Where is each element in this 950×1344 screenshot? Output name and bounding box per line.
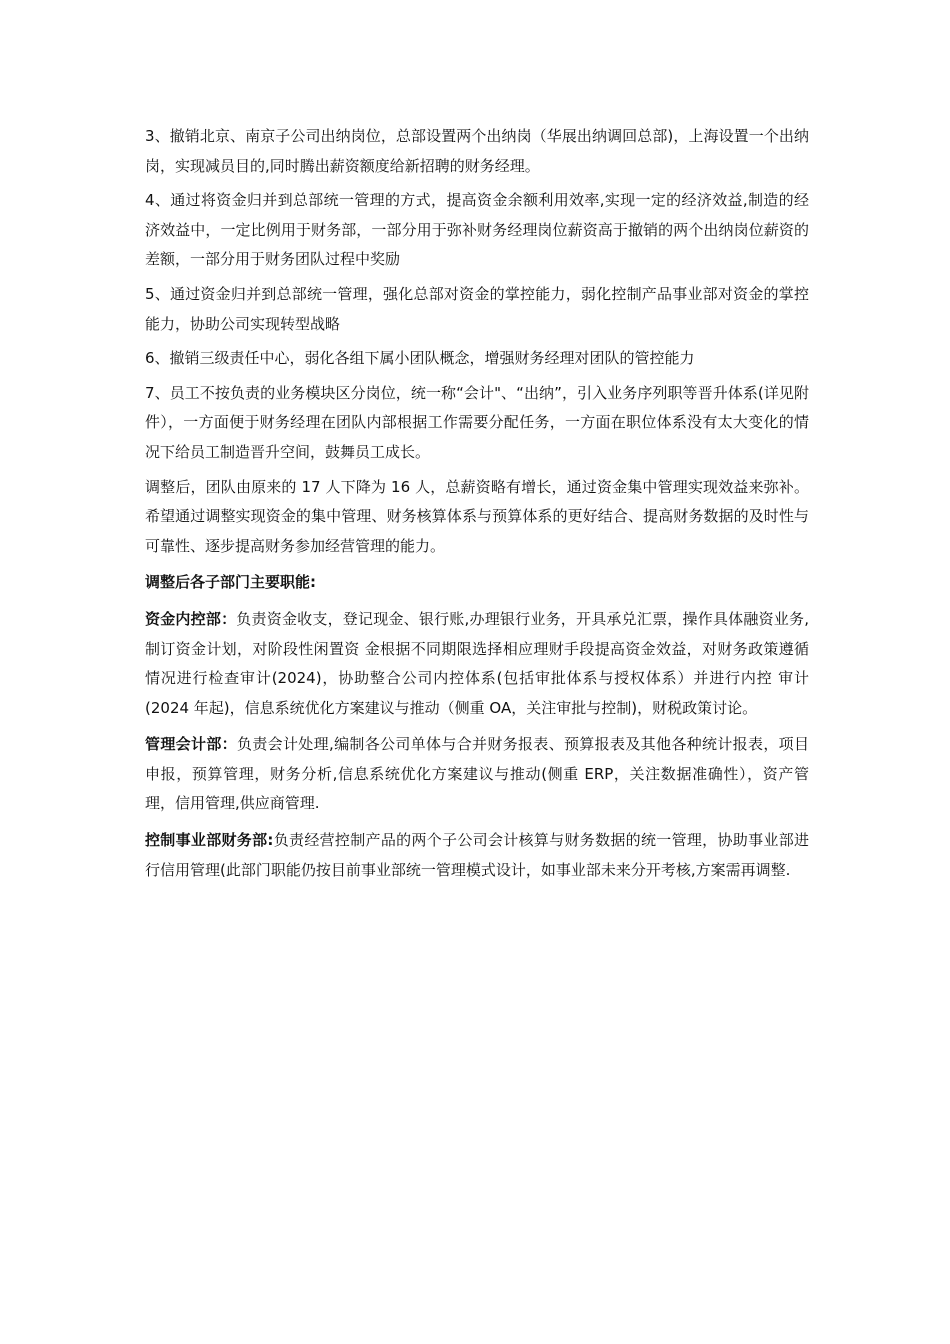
item-6: 6、撤销三级责任中心，弱化各组下属小团队概念，增强财务经理对团队的管控能力 (145, 349, 695, 368)
item-7: 7、员工不按负责的业务模块区分岗位，统一称“会计"、“出纳”，引入业务序列职等晋升体系(详见附件），一方面便于财务经理在团队内部根据工作需要分配任务，一方面在职位体系没有太大变化的情况下给员工制造晋升空间，鼓舞员工成长。 (145, 383, 809, 461)
summary-paragraph: 调整后，团队由原来的 17 人下降为 16 人，总薪资略有增长，通过资金集中管理实现效益来弥补。希望通过调整实现资金的集中管理、财务核算体系与预算体系的更好结合、提高财务数据的及时性与可靠性、逐步提高财务参加经营管理的能力。 (145, 477, 809, 555)
department-name: 控制事业部财务部: (145, 831, 274, 850)
department-duties: 负责资金收支，登记现金、银行账,办理银行业务，开具承兑汇票，操作具体融资业务,制订资金计划，对阶段性闲置资 金根据不同期限选择相应理财手段提高资金效益，对财务政策遵循情况进行检查审计(2024)，协助整合公司内控体系(包括审批体系与授权体系）并进行内控 审计(2024 年起)，信息系统优化方案建议与推动（侧重 OA，关注审批与控制)，财税政策讨论。 (145, 609, 809, 717)
department-management-accounting (145, 730, 809, 819)
department-duties: 负责会计处理,编制各公司单体与合并财务报表、预算报表及其他各种统计报表，项目申报，预算管理，财务分析,信息系统优化方案建议与推动(侧重 ERP，关注数据准确性），资产管理，信用管理,供应商管理. (145, 735, 809, 813)
department-funds-internal-control (145, 605, 809, 723)
department-name: 资金内控部： (145, 609, 237, 628)
department-duties: 负责经营控制产品的两个子公司会计核算与财务数据的统一管理，协助事业部进行信用管理(此部门职能仍按目前事业部统一管理模式设计，如事业部未来分开考核,方案需再调整. (145, 831, 809, 879)
department-name: 管理会计部： (145, 735, 237, 754)
section-heading: 调整后各子部门主要职能: (145, 573, 316, 592)
item-3: 3、撤销北京、南京子公司出纳岗位，总部设置两个出纳岗（华展出纳调回总部)，上海设置一个出纳岗，实现减员目的,同时腾出薪资额度给新招聘的财务经理。 (145, 127, 809, 175)
department-control-business-finance (145, 826, 809, 885)
document-body (145, 122, 809, 892)
item-4: 4、通过将资金归并到总部统一管理的方式，提高资金余额利用效率,实现一定的经济效益,制造的经济效益中，一定比例用于财务部，一部分用于弥补财务经理岗位薪资高于撤销的两个出纳岗位薪资的差额，一部分用于财务团队过程中奖励 (145, 191, 809, 269)
item-5: 5、通过资金归并到总部统一管理，强化总部对资金的掌控能力，弱化控制产品事业部对资金的掌控能力，协助公司实现转型战略 (145, 284, 809, 333)
